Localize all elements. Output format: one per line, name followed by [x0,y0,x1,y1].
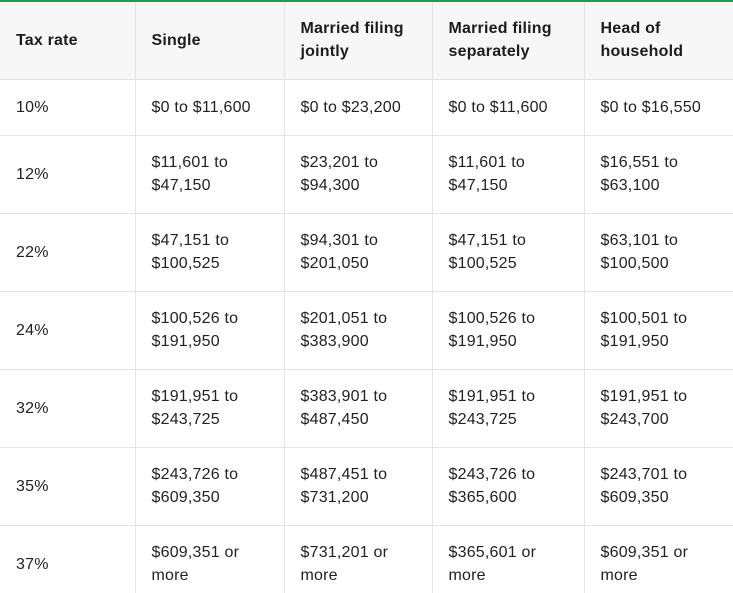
cell-single: $0 to $11,600 [135,79,284,135]
cell-head-of-household: $63,101 to $100,500 [584,213,733,291]
table-row [0,213,733,291]
cell-single: $609,351 or more [135,525,284,593]
cell-married-separately: $191,951 to $243,725 [432,369,584,447]
cell-married-separately: $100,526 to $191,950 [432,291,584,369]
header-married-filing-separately: Married filing separately [432,2,584,79]
cell-married-separately: $243,726 to $365,600 [432,447,584,525]
cell-head-of-household: $191,951 to $243,700 [584,369,733,447]
cell-married-jointly: $487,451 to $731,200 [284,447,432,525]
cell-head-of-household: $16,551 to $63,100 [584,135,733,213]
table-header-row [0,2,733,79]
cell-tax-rate: 10% [0,79,135,135]
cell-head-of-household: $609,351 or more [584,525,733,593]
table-row [0,525,733,593]
cell-head-of-household: $243,701 to $609,350 [584,447,733,525]
cell-head-of-household: $0 to $16,550 [584,79,733,135]
cell-single: $47,151 to $100,525 [135,213,284,291]
table-row [0,291,733,369]
cell-head-of-household: $100,501 to $191,950 [584,291,733,369]
cell-married-jointly: $23,201 to $94,300 [284,135,432,213]
cell-married-separately: $365,601 or more [432,525,584,593]
table-row [0,369,733,447]
cell-tax-rate: 12% [0,135,135,213]
tax-bracket-table [0,2,733,593]
cell-tax-rate: 35% [0,447,135,525]
cell-single: $191,951 to $243,725 [135,369,284,447]
cell-married-separately: $0 to $11,600 [432,79,584,135]
cell-single: $11,601 to $47,150 [135,135,284,213]
cell-single: $243,726 to $609,350 [135,447,284,525]
cell-married-separately: $47,151 to $100,525 [432,213,584,291]
cell-married-separately: $11,601 to $47,150 [432,135,584,213]
header-tax-rate: Tax rate [0,2,135,79]
cell-tax-rate: 24% [0,291,135,369]
header-married-filing-jointly: Married filing jointly [284,2,432,79]
table-row [0,447,733,525]
table-row [0,135,733,213]
cell-married-jointly: $94,301 to $201,050 [284,213,432,291]
header-head-of-household: Head of household [584,2,733,79]
cell-tax-rate: 37% [16,555,49,573]
cell-married-jointly: $731,201 or more [284,525,432,593]
cell-married-jointly: $383,901 to $487,450 [284,369,432,447]
cell-married-jointly: $0 to $23,200 [284,79,432,135]
table-row [0,79,733,135]
cell-married-jointly: $201,051 to $383,900 [284,291,432,369]
header-single: Single [135,2,284,79]
cell-tax-rate: 32% [0,369,135,447]
cell-single: $100,526 to $191,950 [135,291,284,369]
cell-tax-rate: 22% [0,213,135,291]
